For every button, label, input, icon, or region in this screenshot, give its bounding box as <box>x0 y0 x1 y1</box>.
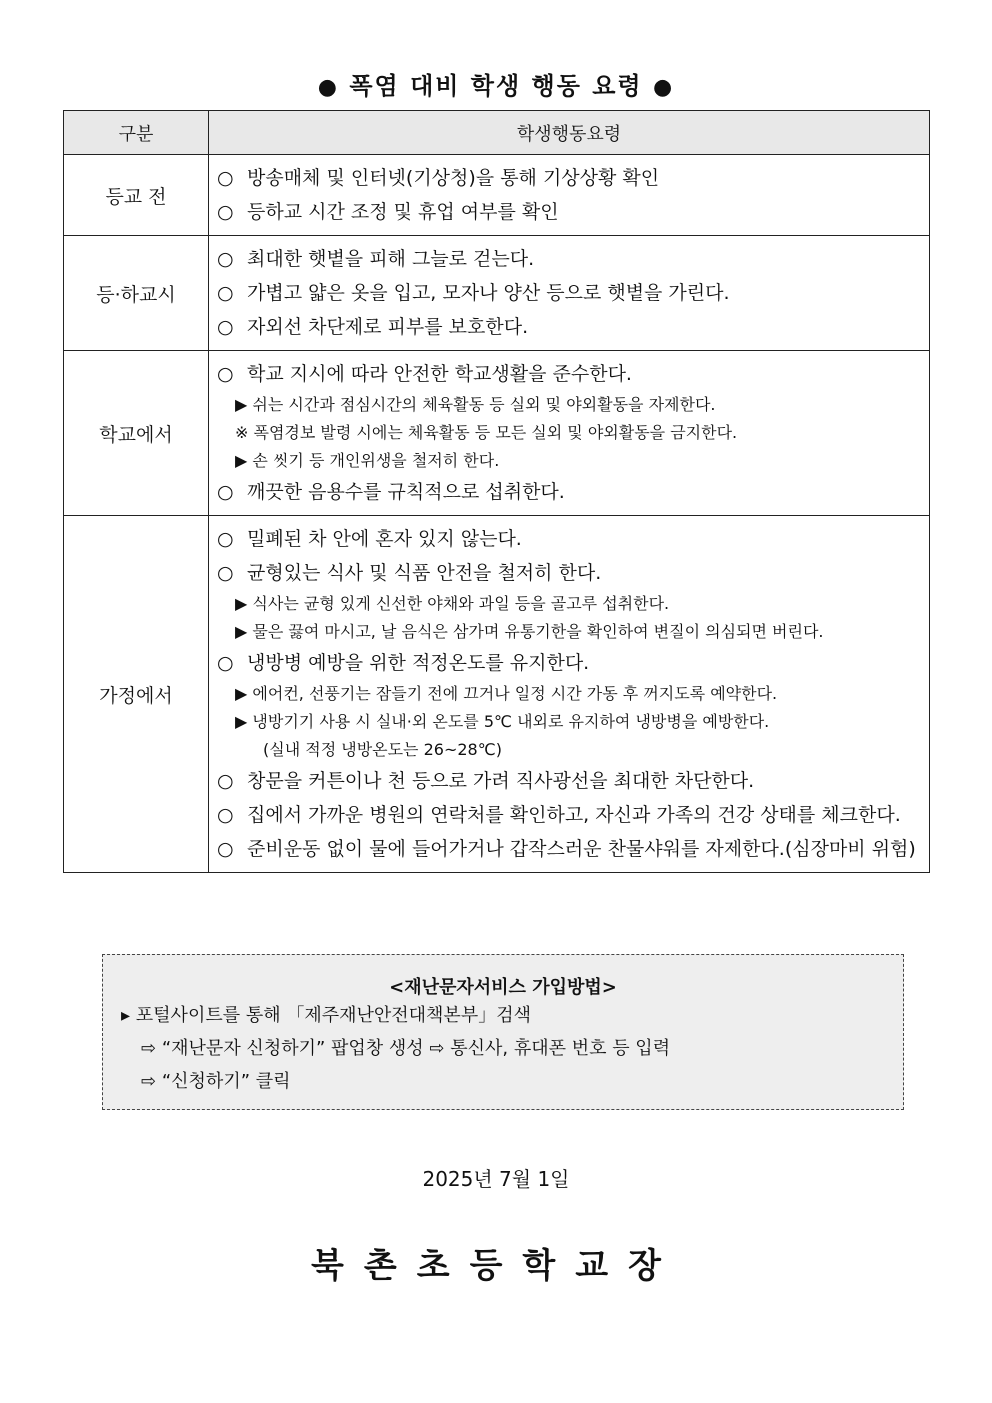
row-category: 등·하교시 <box>64 236 209 351</box>
guideline-text: 쉬는 시간과 점심시간의 체육활동 등 실외 및 야외활동을 자제한다. <box>252 395 716 414</box>
guideline-subitem <box>217 391 921 419</box>
circle-bullet-icon: ○ <box>217 562 234 584</box>
guideline-item <box>217 276 921 310</box>
table-row <box>64 351 930 516</box>
triangle-bullet-icon: ▶ <box>235 451 248 470</box>
circle-bullet-icon: ○ <box>217 282 234 304</box>
guideline-subitem <box>217 590 921 618</box>
bullet-dot-icon: ● <box>317 75 339 100</box>
page-title <box>0 66 992 101</box>
school-principal-signature: 북촌초등학교장 <box>311 1246 681 1286</box>
document-date: 2025년 7월 1일 <box>422 1167 570 1191</box>
guideline-text: 준비운동 없이 물에 들어가거나 갑작스러운 찬물샤워를 자제한다.(심장마비 위험) <box>247 838 916 860</box>
guideline-subitem <box>217 447 921 475</box>
notice-line <box>103 1065 903 1098</box>
circle-bullet-icon: ○ <box>217 528 234 550</box>
circle-bullet-icon: ○ <box>217 201 234 223</box>
guideline-text: 손 씻기 등 개인위생을 철저히 한다. <box>252 451 500 470</box>
guideline-text: (실내 적정 냉방온도는 26~28℃) <box>263 740 502 759</box>
row-category: 등교 전 <box>64 155 209 236</box>
guideline-subitem <box>217 419 921 447</box>
guideline-subitem <box>217 618 921 646</box>
guideline-text: 물은 끓여 마시고, 날 음식은 삼가며 유통기한을 확인하여 변질이 의심되면 버린다. <box>252 622 824 641</box>
circle-bullet-icon: ○ <box>217 248 234 270</box>
table-row <box>64 236 930 351</box>
header-category: 구분 <box>64 111 209 155</box>
notice-text: “재난문자 신청하기” 팝업창 생성 ⇨ 통신사, 휴대폰 번호 등 입력 <box>161 1038 671 1059</box>
arrow-right-icon: ⇨ <box>141 1038 157 1059</box>
circle-bullet-icon: ○ <box>217 481 234 503</box>
guideline-item <box>217 357 921 391</box>
header-guideline: 학생행동요령 <box>209 111 930 155</box>
circle-bullet-icon: ○ <box>217 770 234 792</box>
guideline-text: 자외선 차단제로 피부를 보호한다. <box>247 316 529 338</box>
row-category: 가정에서 <box>64 516 209 873</box>
bullet-dot-icon: ● <box>652 75 675 100</box>
circle-bullet-icon: ○ <box>217 804 234 826</box>
notice-box <box>102 954 904 1110</box>
guideline-item <box>217 161 921 195</box>
notice-text: “신청하기” 클릭 <box>161 1071 291 1092</box>
notice-text: 포털사이트를 통해 「제주재난안전대책본부」검색 <box>135 1005 531 1026</box>
guideline-text: 냉방병 예방을 위한 적정온도를 유지한다. <box>247 652 590 674</box>
guideline-subitem <box>217 680 921 708</box>
guideline-text: 창문을 커튼이나 천 등으로 가려 직사광선을 최대한 차단한다. <box>247 770 755 792</box>
arrow-right-icon: ⇨ <box>141 1071 157 1092</box>
row-guidelines <box>209 155 930 236</box>
guideline-item <box>217 310 921 344</box>
guideline-item <box>217 764 921 798</box>
guideline-text: 깨끗한 음용수를 규칙적으로 섭취한다. <box>247 481 565 503</box>
row-guidelines <box>209 351 930 516</box>
circle-bullet-icon: ○ <box>217 652 234 674</box>
guideline-item <box>217 522 921 556</box>
guideline-text: 방송매체 및 인터넷(기상청)을 통해 기상상황 확인 <box>247 167 660 189</box>
guideline-text: 균형있는 식사 및 식품 안전을 철저히 한다. <box>247 562 602 584</box>
triangle-bullet-icon: ▸ <box>121 1005 131 1026</box>
guideline-item <box>217 556 921 590</box>
notice-line <box>103 1032 903 1065</box>
reference-mark-icon: ※ <box>235 423 249 442</box>
table-row <box>64 516 930 873</box>
guideline-text: 냉방기기 사용 시 실내·외 온도를 5℃ 내외로 유지하여 냉방병을 예방한다. <box>252 712 770 731</box>
guideline-text: 등하교 시간 조정 및 휴업 여부를 확인 <box>247 201 559 223</box>
circle-bullet-icon: ○ <box>217 316 234 338</box>
guideline-item <box>217 475 921 509</box>
row-category: 학교에서 <box>64 351 209 516</box>
guideline-subitem <box>217 708 921 736</box>
notice-title: <재난문자서비스 가입방법> <box>389 977 617 998</box>
triangle-bullet-icon: ▶ <box>235 684 248 703</box>
guideline-item <box>217 242 921 276</box>
guideline-text: 식사는 균형 있게 신선한 야채와 과일 등을 골고루 섭취한다. <box>252 594 670 613</box>
guideline-text: 가볍고 얇은 옷을 입고, 모자나 양산 등으로 햇볕을 가린다. <box>247 282 730 304</box>
table-row <box>64 155 930 236</box>
circle-bullet-icon: ○ <box>217 363 234 385</box>
guideline-text: 최대한 햇볕을 피해 그늘로 걷는다. <box>247 248 535 270</box>
row-guidelines <box>209 516 930 873</box>
guideline-text: 에어컨, 선풍기는 잠들기 전에 끄거나 일정 시간 가동 후 꺼지도록 예약한다. <box>252 684 778 703</box>
guideline-item <box>217 832 921 866</box>
guideline-item <box>217 195 921 229</box>
triangle-bullet-icon: ▶ <box>235 622 248 641</box>
title-text: 폭염 대비 학생 행동 요령 <box>349 72 643 100</box>
guideline-item <box>217 798 921 832</box>
guideline-item <box>217 646 921 680</box>
table-header-row <box>64 111 930 155</box>
triangle-bullet-icon: ▶ <box>235 594 248 613</box>
guideline-text: 학교 지시에 따라 안전한 학교생활을 준수한다. <box>247 363 632 385</box>
circle-bullet-icon: ○ <box>217 167 234 189</box>
guideline-note <box>217 736 921 764</box>
notice-line <box>103 999 903 1032</box>
row-guidelines <box>209 236 930 351</box>
triangle-bullet-icon: ▶ <box>235 712 248 731</box>
guideline-text: 폭염경보 발령 시에는 체육활동 등 모든 실외 및 야외활동을 금지한다. <box>253 423 738 442</box>
circle-bullet-icon: ○ <box>217 838 234 860</box>
guideline-text: 밀폐된 차 안에 혼자 있지 않는다. <box>247 528 522 550</box>
triangle-bullet-icon: ▶ <box>235 395 248 414</box>
guideline-table <box>63 110 930 873</box>
guideline-text: 집에서 가까운 병원의 연락처를 확인하고, 자신과 가족의 건강 상태를 체크한다. <box>247 804 901 826</box>
